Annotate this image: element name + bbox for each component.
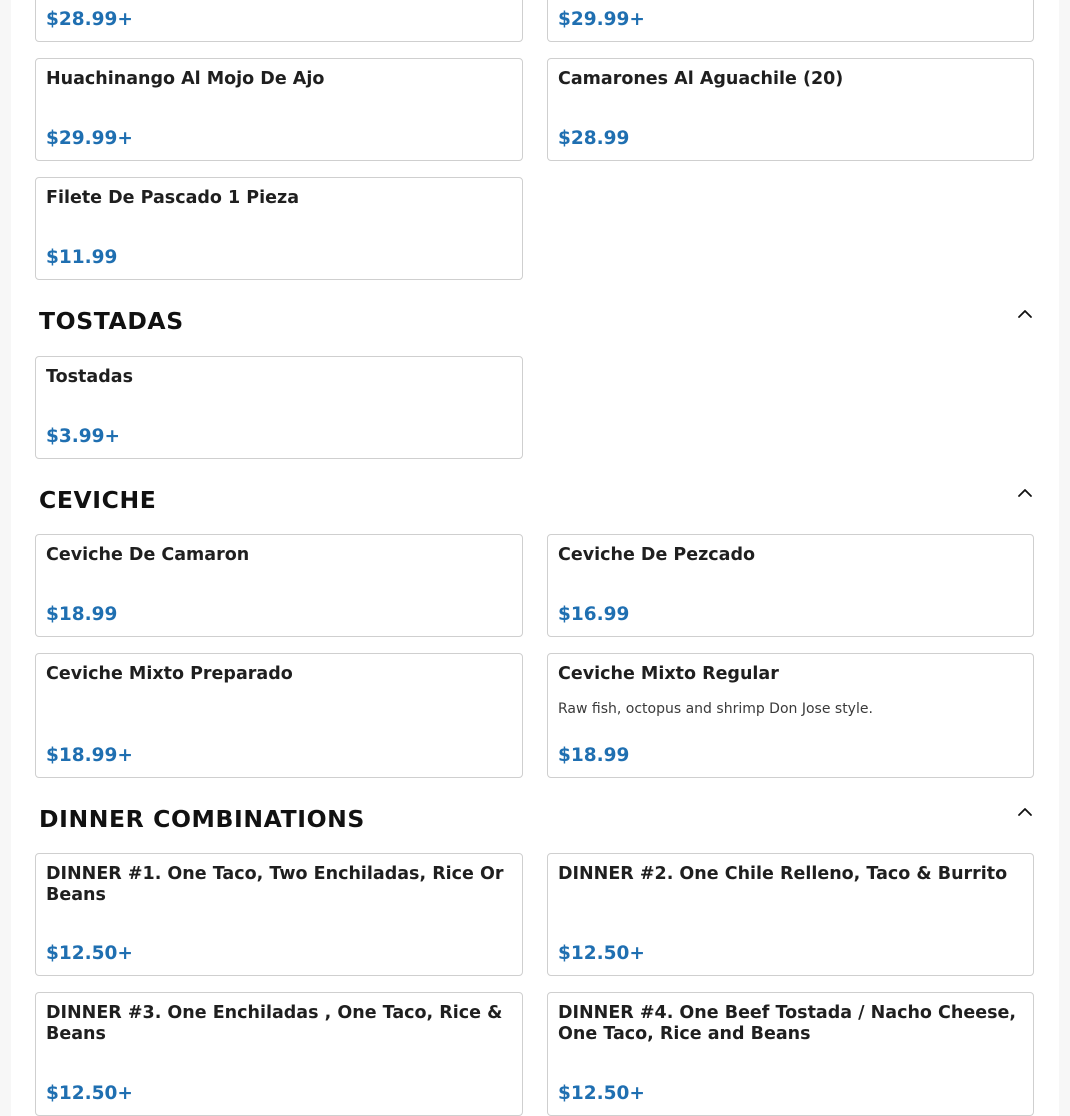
item-price: $16.99	[558, 604, 630, 625]
item-price: $18.99	[558, 745, 630, 766]
item-name: Camarones Al Aguachile (20)	[558, 69, 844, 89]
item-price: $12.50+	[558, 1083, 645, 1104]
menu-item-card[interactable]	[35, 853, 523, 976]
item-price: $12.50+	[558, 943, 645, 964]
item-name: DINNER #3. One Enchiladas , One Taco, Rice & Beans	[46, 1003, 503, 1044]
item-name: Huachinango Al Mojo De Ajo	[46, 69, 325, 89]
item-name: Ceviche Mixto Regular	[558, 664, 779, 684]
menu-item-card[interactable]	[35, 356, 523, 459]
page-gutter-left	[0, 0, 11, 1116]
menu-item-card[interactable]	[547, 0, 1034, 42]
item-price: $18.99	[46, 604, 118, 625]
item-name: Ceviche De Camaron	[46, 545, 250, 565]
section-title-dinner-combinations: DINNER COMBINATIONS	[39, 805, 365, 833]
item-name: Filete De Pascado 1 Pieza	[46, 188, 299, 208]
section-title-ceviche: CEVICHE	[39, 486, 157, 514]
menu-item-card[interactable]	[35, 58, 523, 161]
menu-item-card[interactable]	[35, 992, 523, 1116]
section-title-tostadas: TOSTADAS	[39, 307, 184, 335]
menu-item-card[interactable]	[547, 992, 1034, 1116]
menu-item-card[interactable]	[547, 653, 1034, 778]
item-name: Ceviche Mixto Preparado	[46, 664, 293, 684]
menu-item-card[interactable]	[547, 534, 1034, 637]
item-price: $12.50+	[46, 1083, 133, 1104]
item-description: Raw fish, octopus and shrimp Don Jose style.	[558, 701, 873, 717]
item-price: $28.99	[558, 128, 630, 149]
item-price: $29.99+	[558, 9, 645, 30]
item-price: $28.99+	[46, 9, 133, 30]
menu-item-card[interactable]	[35, 653, 523, 778]
menu-item-card[interactable]	[547, 58, 1034, 161]
item-price: $29.99+	[46, 128, 133, 149]
item-name: DINNER #2. One Chile Relleno, Taco & Burrito	[558, 864, 1008, 884]
item-price: $11.99	[46, 247, 118, 268]
chevron-up-icon[interactable]	[1015, 307, 1035, 321]
item-name: Ceviche De Pezcado	[558, 545, 756, 565]
item-name: Tostadas	[46, 367, 133, 387]
chevron-up-icon[interactable]	[1015, 805, 1035, 819]
item-name: DINNER #1. One Taco, Two Enchiladas, Rice Or Beans	[46, 864, 504, 905]
menu-item-card[interactable]	[35, 0, 523, 42]
item-price: $3.99+	[46, 426, 121, 447]
chevron-up-icon[interactable]	[1015, 486, 1035, 500]
item-price: $12.50+	[46, 943, 133, 964]
page-gutter-right	[1059, 0, 1070, 1116]
item-name: DINNER #4. One Beef Tostada / Nacho Cheese, One Taco, Rice and Beans	[558, 1003, 1017, 1044]
menu-item-card[interactable]	[547, 853, 1034, 976]
item-price: $18.99+	[46, 745, 133, 766]
menu-item-card[interactable]	[35, 177, 523, 280]
menu-item-card[interactable]	[35, 534, 523, 637]
